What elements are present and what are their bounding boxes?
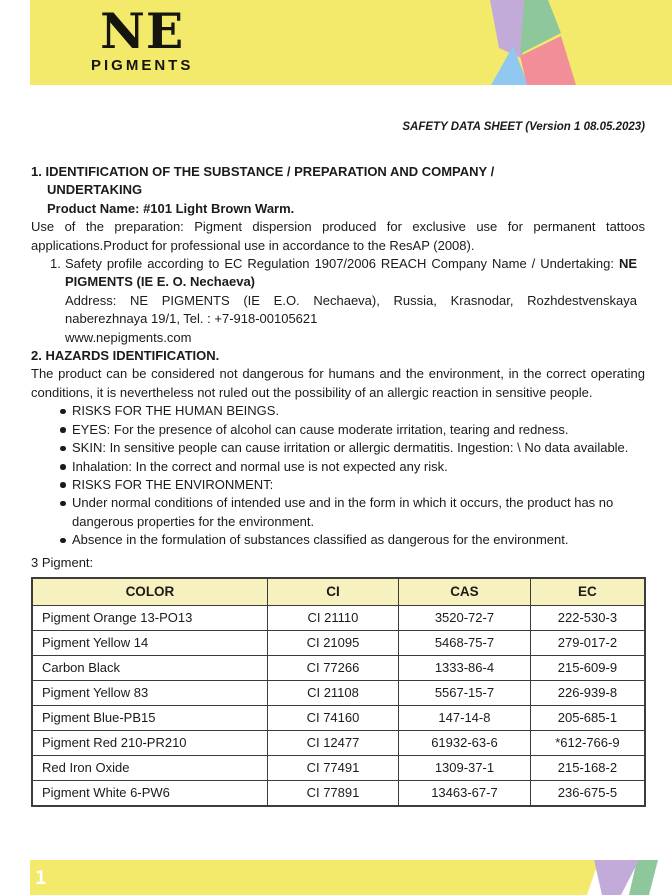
table-cell-color: Pigment Blue-PB15: [32, 705, 267, 730]
table-header-color: COLOR: [32, 578, 267, 606]
table-cell-cas: 147-14-8: [399, 705, 531, 730]
table-row: [32, 705, 645, 730]
bullet-text: Under normal conditions of intended use and in the form in which it occurs, the product has no dangerous properties for the environment.: [72, 495, 614, 529]
table-cell-ci: CI 21110: [267, 605, 398, 630]
table-cell-ci: CI 21108: [267, 680, 398, 705]
list-item: [31, 531, 645, 549]
table-cell-ci: CI 77491: [267, 755, 398, 780]
table-cell-color: Pigment Red 210-PR210: [32, 730, 267, 755]
safety-profile-item: [50, 255, 645, 347]
table-cell-cas: 61932-63-6: [399, 730, 531, 755]
table-cell-ec: *612-766-9: [530, 730, 645, 755]
list-item-body: [65, 255, 637, 347]
table-cell-cas: 3520-72-7: [399, 605, 531, 630]
table-cell-ec: 222-530-3: [530, 605, 645, 630]
table-cell-color: Red Iron Oxide: [32, 755, 267, 780]
list-item: [31, 494, 645, 531]
safety-profile-paragraph: [65, 255, 637, 292]
table-cell-color: Pigment Yellow 14: [32, 630, 267, 655]
table-header-ec: EC: [530, 578, 645, 606]
bullet-text: EYES: For the presence of alcohol can cause moderate irritation, tearing and redness.: [72, 421, 569, 437]
use-of-preparation-paragraph: Use of the preparation: Pigment dispersion produced for exclusive use for permanent tattoos applications.Product for professional use in accordance to the ResAP (2008).: [31, 219, 645, 253]
page-number: 1: [35, 867, 47, 889]
table-cell-cas: 1333-86-4: [399, 655, 531, 680]
list-item: [31, 458, 645, 476]
table-row: [32, 680, 645, 705]
bullet-text: RISKS FOR THE ENVIRONMENT:: [72, 476, 274, 492]
table-cell-color: Pigment Yellow 83: [32, 680, 267, 705]
section1-heading-line1: 1. IDENTIFICATION OF THE SUBSTANCE / PREPARATION AND COMPANY /: [31, 164, 495, 179]
table-cell-color: Pigment Orange 13-PO13: [32, 605, 267, 630]
table-cell-ec: 226-939-8: [530, 680, 645, 705]
document-title-note: SAFETY DATA SHEET (Version 1 08.05.2023): [402, 121, 645, 133]
table-cell-cas: 5567-15-7: [399, 680, 531, 705]
section2-intro-paragraph: The product can be considered not dangerous for humans and the environment, in the correct operating conditions, it is nevertheless not ruled out the possibility of an allergic reaction in sensitive people.: [31, 366, 645, 400]
table-header-ci: CI: [267, 578, 398, 606]
table-cell-ec: 279-017-2: [530, 630, 645, 655]
table-cell-ci: CI 12477: [267, 730, 398, 755]
document-content: [31, 120, 645, 807]
bullet-text: SKIN: In sensitive people can cause irritation or allergic dermatitis. Ingestion: \ No data available.: [72, 440, 629, 456]
table-row: [32, 605, 645, 630]
bullet-text: RISKS FOR THE HUMAN BEINGS.: [72, 403, 280, 419]
table-cell-color: Pigment White 6-PW6: [32, 780, 267, 806]
address-paragraph: Address: NE PIGMENTS (IE E.O. Nechaeva), Russia, Krasnodar, Rozhdestvenskaya naberezhnaya 19/1, Tel. : +7-918-00105621: [65, 292, 637, 327]
website-text: www.nepigments.com: [65, 329, 192, 345]
logo-secondary-text: PIGMENTS: [91, 57, 194, 74]
table-row: [32, 630, 645, 655]
logo-primary-text: NE: [100, 2, 185, 60]
pigment-count-label: 3 Pigment:: [31, 554, 94, 570]
table-header-row: [32, 578, 645, 606]
table-header-cas: CAS: [399, 578, 531, 606]
product-name: Product Name: #101 Light Brown Warm.: [47, 200, 295, 216]
list-item: [31, 402, 645, 420]
table-cell-ci: CI 21095: [267, 630, 398, 655]
company-name-bold: NE PIGMENTS (IE E. O. Nechaeva): [65, 256, 637, 290]
bullet-text: Inhalation: In the correct and normal use is not expected any risk.: [72, 458, 448, 474]
list-item: [31, 421, 645, 439]
table-cell-ci: CI 74160: [267, 705, 398, 730]
table-cell-ec: 205-685-1: [530, 705, 645, 730]
table-cell-cas: 1309-37-1: [399, 755, 531, 780]
section2-heading: 2. HAZARDS IDENTIFICATION.: [31, 348, 220, 364]
table-row: [32, 755, 645, 780]
bullet-text: Absence in the formulation of substances classified as dangerous for the environment.: [72, 532, 569, 548]
table-cell-cas: 13463-67-7: [399, 780, 531, 806]
section1-heading-line2: UNDERTAKING: [47, 182, 143, 198]
company-logo: [91, 2, 194, 74]
list-item: [31, 439, 645, 457]
footer-decoration-shapes: [0, 860, 672, 895]
table-cell-ci: CI 77891: [267, 780, 398, 806]
table-row: [32, 730, 645, 755]
table-cell-ec: 236-675-5: [530, 780, 645, 806]
table-row: [32, 780, 645, 806]
list-item: [31, 476, 645, 494]
table-cell-ec: 215-168-2: [530, 755, 645, 780]
header-decoration-shapes: [460, 0, 672, 85]
table-cell-color: Carbon Black: [32, 655, 267, 680]
list-item-number: 1.: [50, 256, 61, 272]
footer-yellow-bar: [30, 860, 599, 895]
table-cell-cas: 5468-75-7: [399, 630, 531, 655]
table-cell-ec: 215-609-9: [530, 655, 645, 680]
table-cell-ci: CI 77266: [267, 655, 398, 680]
hazards-bullet-list: [31, 402, 645, 549]
pigment-table: [31, 577, 646, 807]
safety-profile-lead: Safety profile according to EC Regulation 1907/2006 REACH Company Name / Undertaking:: [65, 256, 619, 272]
table-row: [32, 655, 645, 680]
